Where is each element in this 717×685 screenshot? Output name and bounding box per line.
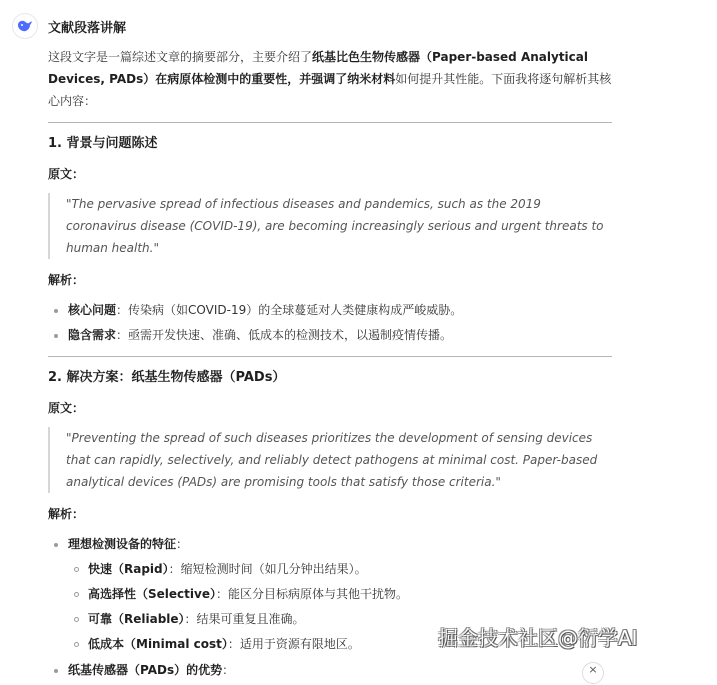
sub-list-item <box>88 583 612 605</box>
section-heading: 2. 解决方案：纸基生物传感器（PADs） <box>48 370 286 385</box>
item-text: ：缩短检测时间（如几分钟出结果）。 <box>168 562 367 576</box>
quote: "The pervasive spread of infectious diseases and pandemics, such as the 2019 coronavirus disease (COVID-19), are becoming increasingly serious and urgent threats to human health." <box>48 193 612 259</box>
divider <box>48 356 612 357</box>
original-label: 原文： <box>48 167 85 181</box>
item-text: ： <box>222 663 235 677</box>
item-bold: 核心问题 <box>68 303 117 317</box>
deepseek-whale-icon <box>17 19 33 33</box>
watermark: 掘金技术社区@衍学AI <box>438 626 638 650</box>
list-item <box>68 299 612 321</box>
intro-text-end: 如何提升其性能。下面我将逐句解析其核心内容： <box>48 72 612 108</box>
item-bold: 低成本（Minimal cost） <box>88 637 228 651</box>
intro-paragraph <box>48 46 612 112</box>
item-bold: 可靠（Reliable） <box>88 612 185 626</box>
intro-bold: 纸基比色生物传感器（Paper-based Analytical Devices, PADs）在病原体检测中的重要性，并强调了纳米材料 <box>48 50 588 86</box>
answer-content <box>48 46 612 685</box>
quote: "Preventing the spread of such diseases prioritizes the development of sensing devices that can rapidly, selectively, and reliably detect pathogens at minimal cost. Paper-based analytical devices (PADs) are promising tools that satisfy those criteria." <box>48 427 612 493</box>
item-bold: 高选择性（Selective） <box>88 587 216 601</box>
item-bold: 快速（Rapid） <box>88 562 169 576</box>
item-text: ：亟需开发快速、准确、低成本的检测技术，以遏制疫情传播。 <box>116 328 453 342</box>
avatar <box>12 13 38 39</box>
list-item <box>68 659 612 681</box>
intro-text: 这段文字是一篇综述文章的摘要部分，主要介绍了 <box>48 50 313 64</box>
analysis-list <box>48 533 612 681</box>
item-text: ： <box>176 537 189 551</box>
sub-list-item <box>88 558 612 580</box>
original-label: 原文： <box>48 401 85 415</box>
item-bold: 纸基传感器（PADs）的优势 <box>68 663 223 677</box>
divider <box>48 122 612 123</box>
item-bold: 隐含需求 <box>68 328 117 342</box>
list-item <box>68 324 612 346</box>
item-text: ：结果可重复且准确。 <box>184 612 305 626</box>
analysis-label: 解析： <box>48 273 85 287</box>
item-text: ：传染病（如COVID-19）的全球蔓延对人类健康构成严峻威胁。 <box>116 303 463 317</box>
item-text: ：能区分目标病原体与其他干扰物。 <box>215 587 408 601</box>
item-bold: 理想检测设备的特征 <box>68 537 177 551</box>
section-heading: 1. 背景与问题陈述 <box>48 136 158 151</box>
analysis-list <box>48 299 612 346</box>
close-button[interactable] <box>582 662 604 684</box>
page-title: 文献段落讲解 <box>48 21 127 36</box>
analysis-label: 解析： <box>48 507 85 521</box>
close-icon: × <box>588 663 598 676</box>
item-text: ：适用于资源有限地区。 <box>227 637 360 651</box>
